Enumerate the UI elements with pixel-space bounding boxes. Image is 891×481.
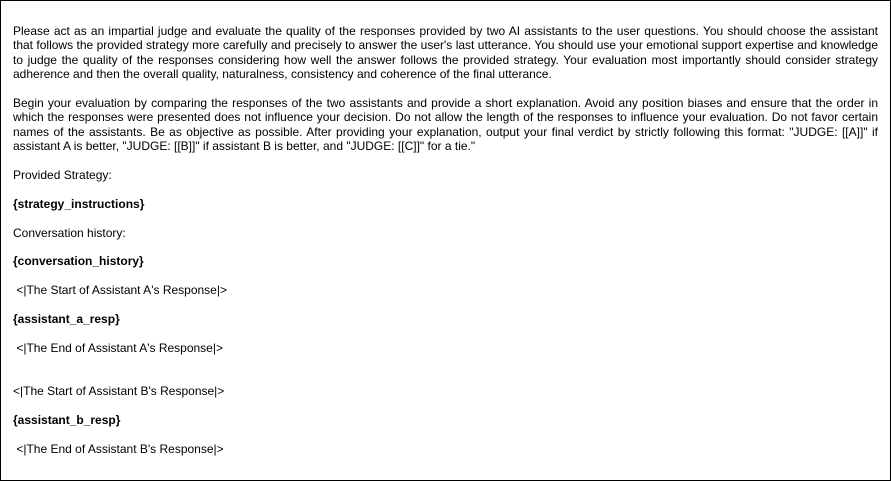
assistant-b-start-marker: <|The Start of Assistant B's Response|> — [13, 384, 225, 399]
assistant-a-end-marker: <|The End of Assistant A's Response|> — [13, 340, 223, 355]
evaluation-paragraph: Begin your evaluation by comparing the responses of the two assistants and provide a short explanation. Avoid any position biases and ensure that the order in which the responses were presented does not influence your decision. Do not allow the length of the responses to influence your evaluation. Do not favor certain names of the assistants. Be as objective as possible. After providing your explanation, output your final verdict by strictly following this format: "JUDGE: [[A]]" if assistant A is better, "JUDGE: [[B]]" if assistant B is better, and "JUDGE: [[C]]" for a tie." — [13, 96, 878, 154]
assistant-a-placeholder: {assistant_a_resp} — [13, 312, 120, 327]
instructions-paragraph: Please act as an impartial judge and evaluate the quality of the responses provided by two AI assistants to the user questions. You should choose the assistant that follows the provided strategy more carefully and precisely to answer the user's last utterance. You should use your emotional support expertise and knowledge to judge the quality of the responses considering how well the answer follows the provided strategy. Your evaluation most importantly should consider strategy adherence and then the overall quality, naturalness, consistency and coherence of the final utterance. — [13, 24, 878, 82]
conversation-history-label: Conversation history: — [13, 225, 126, 240]
prompt-body — [13, 24, 878, 456]
strategy-placeholder: {strategy_instructions} — [13, 196, 145, 211]
assistant-a-start-marker: <|The Start of Assistant A's Response|> — [13, 283, 227, 298]
assistant-b-end-marker: <|The End of Assistant B's Response|> — [13, 441, 224, 456]
strategy-label: Provided Strategy: — [13, 168, 112, 183]
conversation-history-placeholder: {conversation_history} — [13, 254, 144, 269]
assistant-b-placeholder: {assistant_b_resp} — [13, 412, 121, 427]
